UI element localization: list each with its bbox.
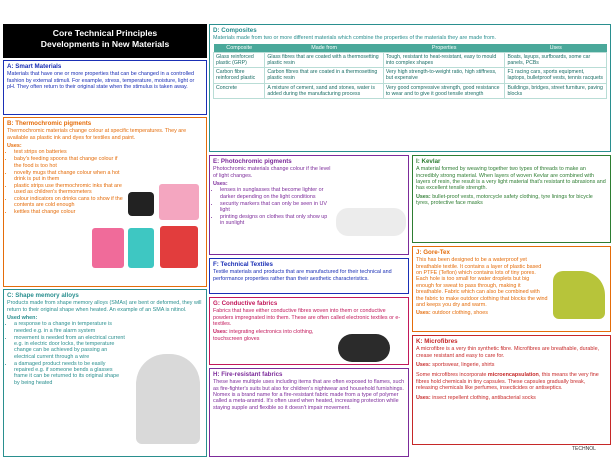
list-item: • a damaged product needs to be easily repaired e.g. if someone bends a glasses frame it can be returned to its original shape by being heated bbox=[14, 361, 125, 387]
list-item: • printing designs on clothes that only show up in sunlight bbox=[220, 214, 331, 227]
conductive-title: G: Conductive fabrics bbox=[213, 300, 278, 307]
conductive-uses bbox=[213, 329, 331, 342]
table-cell: A mixture of cement, sand and stones, water is added during the manufacturing process bbox=[265, 83, 383, 98]
list-item: • a response to a change in temperature is needed e.g. in a fire alarm system bbox=[14, 321, 125, 334]
conductive-uses-text: integrating electronics into clothing, touchscreen gloves bbox=[213, 329, 314, 342]
microencapsulation-post: , this means the very fine fibres hold chemicals in tiny capsules. These capsules gradually break, releasing chemicals like perfumes, insecticides or antiseptics. bbox=[416, 372, 599, 392]
sma-uses-label: Used when: bbox=[7, 315, 38, 322]
microfibres-uses bbox=[416, 362, 607, 368]
sma-title: C: Shape memory alloys bbox=[7, 292, 79, 299]
header-line-2: Developments in New Materials bbox=[40, 38, 170, 49]
composites-title: D: Composites bbox=[213, 27, 257, 34]
thermochromic-kettle-image bbox=[160, 226, 198, 268]
composites-intro: Materials made from two or more different materials which combine the properties of the materials they are made from. bbox=[213, 35, 497, 42]
table-cell: F1 racing cars, sports equipment, laptops, bulletproof vests, tennis racquets bbox=[505, 68, 607, 83]
kevlar-title: I: Kevlar bbox=[416, 158, 441, 165]
table-row bbox=[214, 83, 607, 98]
table-cell: Glass reinforced plastic (GRP) bbox=[214, 53, 265, 68]
gore-tex-section bbox=[412, 246, 611, 332]
column-header: Composite bbox=[214, 44, 265, 53]
thermochromic-body: Thermochromic materials change colour at specific temperatures. They are available as plastic ink and dyes for textiles and paint. bbox=[7, 128, 187, 141]
photochromic-title: E: Photochromic pigments bbox=[213, 158, 292, 165]
table-cell: Very good compressive strength, good resistance to wear and to give it good tensile strength bbox=[383, 83, 505, 98]
list-item: • movement is needed from an electrical current e.g. in electric door locks, the temperature change can be achieved by passing an electrical current through a wire bbox=[14, 335, 125, 361]
list-item: • plastic strips use thermochromic inks that are used as children's thermometers bbox=[14, 183, 125, 196]
thermochromic-uses-list bbox=[7, 149, 125, 215]
microfibres-uses-2 bbox=[416, 395, 607, 401]
microfibres-section bbox=[412, 335, 611, 445]
gore-tex-uses-text: outdoor clothing, shoes bbox=[432, 310, 488, 317]
thermochromic-cup-image bbox=[92, 228, 124, 268]
table-cell: Carbon fibre reinforced plastic bbox=[214, 68, 265, 83]
thermochromic-title: B: Thermochromic pigments bbox=[7, 120, 92, 127]
sma-body: Products made from shape memory alloys (SMAs) are bent or deformed, they will return to their original shape when heated. An example of an SMA is nitinol. bbox=[7, 300, 202, 313]
conductive-glove-image bbox=[338, 334, 390, 362]
list-item: • novelty mugs that change colour when a hot drink is put in them bbox=[14, 170, 125, 183]
thermochromic-section bbox=[3, 117, 207, 287]
header-line-1: Core Technical Principles bbox=[52, 28, 158, 38]
gore-tex-title: J: Gore-Tex bbox=[416, 249, 450, 256]
microencapsulation-pre: Some microfibres incorporate bbox=[416, 372, 488, 379]
column-header: Properties bbox=[383, 44, 505, 53]
sma-hand-image bbox=[136, 354, 200, 444]
microfibres-uses-label: Uses: bbox=[416, 362, 431, 369]
table-cell: Very high strength-to-weight ratio, high stiffness, but expensive bbox=[383, 68, 505, 83]
technical-textiles-body: Textile materials and products that are manufactured for their technical and performance properties rather than their aesthetic characteristics. bbox=[213, 269, 392, 282]
table-cell: Concrete bbox=[214, 83, 265, 98]
list-item: • kettles that change colour bbox=[14, 209, 125, 215]
table-cell: Tough, resistant to heat-resistant, easy to mould into complex shapes bbox=[383, 53, 505, 68]
kevlar-uses-label: Uses: bbox=[416, 193, 431, 200]
table-header-row bbox=[214, 44, 607, 53]
photochromic-uses-list bbox=[213, 187, 331, 226]
footer-label: TECHNOL bbox=[572, 446, 596, 452]
technical-textiles-title: F: Technical Textiles bbox=[213, 261, 273, 268]
kevlar-uses bbox=[416, 194, 607, 207]
photochromic-body: Photochromic materials change colour if the level of light changes. bbox=[213, 166, 331, 179]
page-header bbox=[3, 24, 207, 58]
thermochromic-strip-image bbox=[128, 228, 154, 268]
photochromic-section bbox=[209, 155, 409, 255]
microfibres-uses-2-label: Uses: bbox=[416, 394, 431, 401]
conductive-body: Fabrics that have either conductive fibres woven into them or conductive powders impregnated into them. These are often called electronic textiles or e-textiles. bbox=[213, 308, 401, 328]
fire-resistant-section bbox=[209, 368, 409, 457]
microencapsulation-term: microencapsulation bbox=[487, 372, 539, 379]
list-item: • colour indicators on drinks cans to show if the contents are cold enough bbox=[14, 196, 125, 209]
column-header: Uses bbox=[505, 44, 607, 53]
microencapsulation-text bbox=[416, 372, 607, 391]
smart-materials-body: Materials that have one or more properties that can be changed in a controlled fashion by external stimuli. For example, stress, temperature, moisture, light or pH. They often return to their original state when the stimulus is taken away. bbox=[7, 71, 195, 91]
photochromic-shoes-image bbox=[336, 208, 406, 236]
table-row bbox=[214, 53, 607, 68]
conductive-fabrics-section bbox=[209, 297, 409, 365]
composites-section bbox=[209, 24, 611, 152]
table-cell: Boats, layups, surfboards, some car panels, PCBs bbox=[505, 53, 607, 68]
gore-tex-uses-label: Uses: bbox=[416, 310, 431, 317]
list-item: • lenses in sunglasses that become lighter or darker depending on the light conditions bbox=[220, 187, 331, 200]
column-header: Made from bbox=[265, 44, 383, 53]
microfibres-body: A microfibre is a very thin synthetic fibre. Microfibres are breathable, durable, crease resistant and easy to care for. bbox=[416, 346, 600, 359]
microfibres-uses-2-text: insect repellent clothing, antibacterial socks bbox=[432, 394, 536, 401]
smart-materials-section bbox=[3, 60, 207, 115]
sma-uses-list bbox=[7, 321, 125, 386]
thermochromic-spoon-image bbox=[159, 184, 199, 220]
smart-materials-title: A: Smart Materials bbox=[7, 63, 62, 70]
table-cell: Glass fibres that are coated with a thermosetting plastic resin bbox=[265, 53, 383, 68]
table-row bbox=[214, 68, 607, 83]
photochromic-uses-label: Uses: bbox=[213, 181, 228, 188]
kevlar-body: A material formed by weaving together two types of threads to make an incredibly strong material. When layers of woven Kevlar are combined with layers of resin, the result is a very light material that's resistant to abrasions and has excellent tensile strength. bbox=[416, 166, 606, 192]
table-cell: Buildings, bridges, street furniture, paving blocks bbox=[505, 83, 607, 98]
fire-resistant-title: H: Fire-resistant fabrics bbox=[213, 371, 283, 378]
thermochromic-uses-label: Uses: bbox=[7, 143, 22, 150]
gore-tex-body: This has been designed to be a waterproof yet breathable textile. It contains a layer of plastic based on PTFE (Teflon) which contains lots of tiny pores. Each hole is too small for water droplets but big enough for sweat to pass through, making it breathable. Fabric which can also be combined with the fabric to make outdoor clothing that blocks the wind and keeps you dry and warm. bbox=[416, 257, 548, 308]
list-item: • baby's feeding spoons that change colour if the food is too hot bbox=[14, 156, 125, 169]
microfibres-uses-text: sportswear, lingerie, shirts bbox=[432, 362, 495, 369]
kevlar-uses-text: bullet-proof vests, motorcycle safety clothing, tyre linings for bicycle tyres, protective face masks bbox=[416, 193, 593, 207]
table-cell: Carbon fibres that are coated in a thermosetting plastic resin bbox=[265, 68, 383, 83]
composites-table bbox=[213, 44, 607, 99]
fire-resistant-body: These have multiple uses including items that are often exposed to flames, such as fire-fighter's suits but also for children's nightwear and household furnishings. Nomex is a brand name for a fire-resistant fabric made from a type of polymer called a meta-aramid. It's often used when heated, increasing protection while staying supple and flexible so it doesn't impair movement. bbox=[213, 379, 405, 411]
gore-tex-boot-image bbox=[553, 271, 605, 319]
list-item: • test strips on batteries bbox=[14, 149, 125, 155]
microfibres-title: K: Microfibres bbox=[416, 338, 458, 345]
kevlar-section bbox=[412, 155, 611, 243]
conductive-uses-label: Uses: bbox=[213, 329, 228, 336]
thermochromic-mug-image bbox=[128, 192, 154, 216]
list-item: • security markers that can only be seen in UV light bbox=[220, 201, 331, 214]
shape-memory-alloys-section bbox=[3, 289, 207, 457]
technical-textiles-section bbox=[209, 258, 409, 294]
